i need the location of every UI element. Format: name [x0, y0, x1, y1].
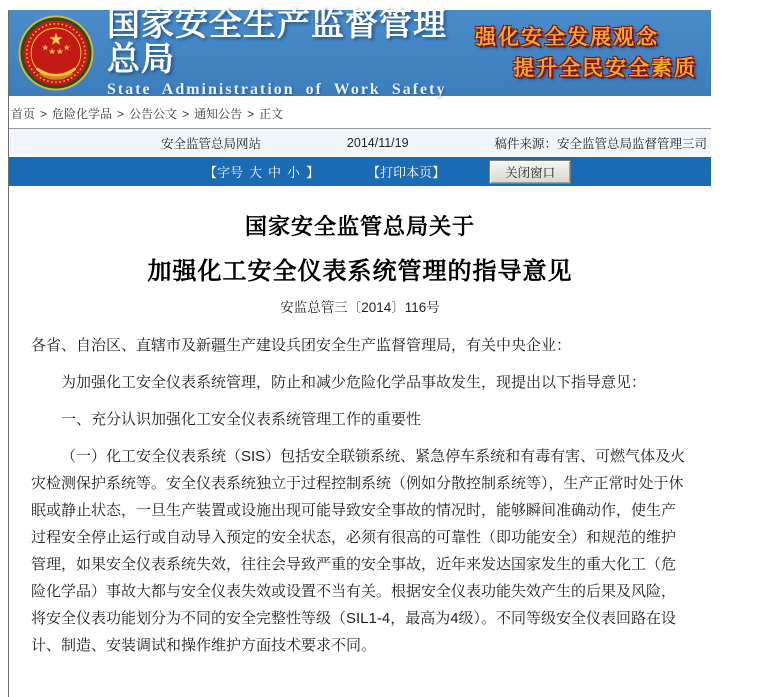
publish-date: 2014/11/19 — [346, 135, 409, 150]
banner-slogans — [475, 22, 697, 85]
breadcrumb-current: 正文 — [259, 107, 284, 121]
site-title-cn: 国家安全生产监督管理总局 — [107, 5, 447, 77]
breadcrumb-separator: > — [182, 107, 190, 121]
article-body — [9, 186, 711, 697]
breadcrumb-home[interactable]: 首页 — [11, 107, 36, 121]
breadcrumb-notices[interactable]: 公告公文 — [129, 107, 178, 121]
source-site-label: 安全监管总局网站 — [161, 136, 262, 151]
article-meta-bar — [9, 129, 711, 157]
font-size-medium-button[interactable]: 中 — [268, 165, 282, 180]
article-title-line-2: 加强化工安全仪表系统管理的指导意见 — [147, 258, 573, 285]
close-window-button[interactable]: 关闭窗口 — [489, 160, 571, 184]
national-emblem-logo — [17, 14, 95, 92]
site-title-en: State Administration of Work Safety — [107, 80, 447, 98]
article-section-heading: 一、充分认识加强化工安全仪表系统管理工作的重要性 — [61, 411, 422, 428]
banner-titles — [107, 7, 475, 98]
font-size-label-close: 】 — [306, 165, 320, 180]
article-paragraph: 为加强化工安全仪表系统管理，防止和减少危险化学品事故发生，现提出以下指导意见： — [61, 374, 647, 391]
slogan-line-2: 提升全民安全素质 — [513, 57, 697, 80]
slogan-line-1: 强化安全发展观念 — [475, 25, 659, 49]
font-size-label-open: 【字号 — [204, 165, 244, 180]
breadcrumb-separator: > — [40, 107, 48, 121]
breadcrumb-hazchem[interactable]: 危险化学品 — [52, 107, 113, 121]
breadcrumb-separator: > — [117, 107, 125, 121]
article-toolbar — [9, 157, 711, 186]
breadcrumb-separator: > — [247, 107, 255, 121]
site-banner — [9, 5, 711, 98]
page-container — [8, 5, 711, 697]
print-page-button[interactable]: 【打印本页】 — [367, 165, 446, 180]
article-paragraph: （一）化工安全仪表系统（SIS）包括安全联锁系统、紧急停车系统和有毒有害、可燃气体及火灾检测保护系统等。安全仪表系统独立于过程控制系统（例如分散控制系统等），生产正常时处于休眠或静止状态，一旦生产装置或设施出现可能导致安全事故的情况时，能够瞬间准确动作，使生产过程安全停止运行或自动导入预定的安全状态，必须有很高的可靠性（即功能安全）和规范的维护管理，如果安全仪表系统失效，往往会导致严重的安全事故，近年来发达国家发生的重大化工（危险化学品）事故大都与安全仪表失效或设置不当有关。根据安全仪表功能失效产生的后果及风险，将安全仪表功能划分为不同的安全完整性等级（SIL1-4，最高为4级）。不同等级安全仪表回路在设计、制造、安装调试和操作维护方面技术要求不同。 — [31, 448, 686, 654]
document-number: 安监总管三〔2014〕116号 — [280, 300, 440, 315]
breadcrumb — [9, 96, 711, 129]
manuscript-source: 稿件来源：安全监管总局监督管理三司 — [494, 136, 707, 151]
font-size-large-button[interactable]: 大 — [249, 165, 263, 180]
article-title-line-1: 国家安全监管总局关于 — [244, 214, 475, 239]
font-size-control — [204, 162, 319, 181]
breadcrumb-announcements[interactable]: 通知公告 — [194, 107, 243, 121]
article-paragraph: 各省、自治区、直辖市及新疆生产建设兵团安全生产监督管理局，有关中央企业： — [31, 337, 572, 354]
font-size-small-button[interactable]: 小 — [287, 165, 301, 180]
